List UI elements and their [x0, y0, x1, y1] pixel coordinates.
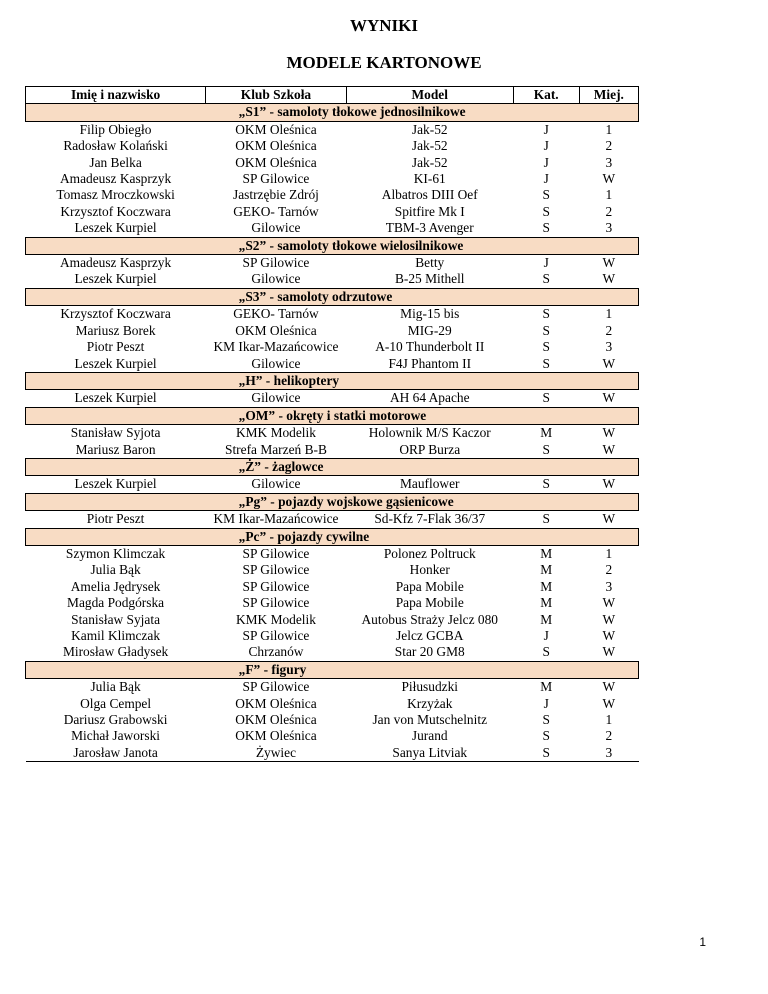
- club-school-cell: KMK Modelik: [235, 611, 316, 627]
- section-spacer: [26, 458, 206, 475]
- category-cell: J: [543, 695, 549, 711]
- place-cell: 3: [605, 154, 613, 170]
- club-school-cell: OKM Oleśnica: [235, 728, 317, 744]
- section-spacer: [26, 104, 206, 121]
- model-name-cell: Star 20 GM8: [394, 644, 465, 660]
- category-cell: M: [540, 562, 553, 578]
- category-cell: S: [542, 511, 550, 527]
- model-name-cell: Autobus Straży Jelcz 080: [361, 611, 498, 627]
- category-cell: S: [542, 728, 550, 744]
- model-name-cell: Jelcz GCBA: [396, 628, 464, 643]
- category-cell: J: [543, 154, 549, 170]
- place-cell: 1: [605, 306, 613, 322]
- category-cell: M: [540, 611, 553, 627]
- participant-name-cell: Stanisław Syjota: [70, 425, 161, 441]
- table-row: [26, 339, 639, 355]
- model-name-cell: Albatros DIII Oef: [381, 187, 478, 203]
- club-school-cell: Jastrzębie Zdrój: [233, 187, 319, 203]
- model-name-cell: Krzyżak: [407, 695, 453, 711]
- participant-name-cell: Michał Jaworski: [71, 728, 161, 744]
- header-model: Model: [346, 87, 513, 104]
- table-row: [26, 511, 639, 528]
- category-cell: M: [540, 545, 553, 561]
- section-title: „Ż” - żaglowce: [206, 458, 639, 475]
- model-name-cell: Betty: [415, 255, 445, 271]
- section-title: „Pg” - pojazdy wojskowe gąsienicowe: [206, 493, 639, 510]
- table-header-row: [26, 87, 639, 104]
- document-subtitle: MODELE KARTONOWE: [286, 53, 482, 72]
- section-header-row: [26, 458, 639, 475]
- table-row: [26, 306, 639, 323]
- table-row: [26, 220, 639, 237]
- club-school-cell: OKM Oleśnica: [235, 154, 317, 170]
- club-school-cell: SP Gilowice: [242, 679, 310, 695]
- model-name-cell: Spitfire Mk I: [394, 203, 465, 219]
- participant-name-cell: Szymon Klimczak: [65, 545, 166, 561]
- participant-name-cell: Julia Bąk: [90, 679, 141, 695]
- participant-name-cell: Piotr Peszt: [86, 511, 145, 527]
- section-header-row: [26, 493, 639, 510]
- participant-name-cell: Jan Belka: [89, 154, 142, 170]
- header-category: Kat.: [513, 87, 579, 104]
- club-school-cell: SP Gilowice: [242, 255, 310, 271]
- category-cell: S: [542, 390, 550, 406]
- club-school-cell: SP Gilowice: [242, 545, 310, 561]
- category-cell: S: [542, 355, 550, 371]
- participant-name-cell: Leszek Kurpiel: [74, 476, 157, 492]
- table-row: [26, 255, 639, 272]
- results-table: [25, 86, 639, 762]
- place-cell: W: [602, 595, 616, 611]
- model-name-cell: KI-61: [413, 171, 446, 187]
- participant-name-cell: Leszek Kurpiel: [74, 220, 157, 236]
- model-name-cell: Honker: [409, 562, 450, 578]
- section-title: „Pc” - pojazdy cywilne: [206, 528, 639, 545]
- participant-name-cell: Julia Bąk: [90, 562, 141, 578]
- category-cell: S: [542, 271, 550, 287]
- model-name-cell: B-25 Mithell: [394, 271, 465, 287]
- section-spacer: [26, 661, 206, 678]
- participant-name-cell: Radosław Kolański: [63, 138, 168, 154]
- model-name-cell: Mig-15 bis: [400, 306, 460, 322]
- model-name-cell: Jan von Mutschelnitz: [372, 712, 488, 728]
- section-header-row: [26, 528, 639, 545]
- club-school-cell: GEKO- Tarnów: [233, 203, 319, 219]
- place-cell: 2: [605, 138, 613, 154]
- place-cell: 2: [605, 203, 613, 219]
- place-cell: W: [602, 644, 616, 660]
- table-row: [26, 562, 639, 578]
- club-school-cell: Gilowice: [251, 355, 301, 371]
- club-school-cell: KM Ikar-Mazańcowice: [213, 339, 339, 355]
- table-row: [26, 745, 639, 762]
- model-name-cell: Papa Mobile: [395, 595, 464, 611]
- table-row: [26, 728, 639, 744]
- category-cell: M: [540, 679, 553, 695]
- place-cell: 1: [605, 187, 613, 203]
- table-row: [26, 628, 639, 644]
- participant-name-cell: Olga Cempel: [80, 695, 152, 711]
- table-row: [26, 545, 639, 562]
- place-cell: W: [602, 511, 616, 527]
- place-cell: 1: [605, 712, 613, 728]
- participant-name-cell: Kamil Klimczak: [71, 628, 161, 643]
- table-row: [26, 121, 639, 138]
- place-cell: 3: [605, 339, 613, 355]
- participant-name-cell: Dariusz Grabowski: [63, 712, 168, 728]
- section-header-row: [26, 104, 639, 121]
- participant-name-cell: Tomasz Mroczkowski: [56, 187, 175, 203]
- participant-name-cell: Leszek Kurpiel: [74, 355, 157, 371]
- category-cell: S: [542, 339, 550, 355]
- category-cell: S: [542, 203, 550, 219]
- category-cell: J: [543, 628, 549, 643]
- model-name-cell: Holownik M/S Kaczor: [368, 425, 491, 441]
- participant-name-cell: Krzysztof Koczwara: [60, 306, 171, 322]
- table-row: [26, 696, 639, 712]
- participant-name-cell: Krzysztof Koczwara: [60, 203, 171, 219]
- model-name-cell: Sanya Litviak: [346, 745, 513, 762]
- model-name-cell: MIG-29: [407, 322, 452, 338]
- table-row: [26, 476, 639, 493]
- table-row: [26, 204, 639, 220]
- model-name-cell: Jak-52: [411, 121, 448, 137]
- place-cell: 3: [579, 745, 638, 762]
- place-cell: W: [602, 679, 616, 695]
- document-title: WYNIKI: [349, 16, 418, 35]
- category-cell: J: [543, 138, 549, 154]
- section-title: „OM” - okręty i statki motorowe: [206, 407, 639, 424]
- model-name-cell: Jurand: [411, 728, 448, 744]
- club-school-cell: Gilowice: [251, 476, 301, 492]
- participant-name-cell: Amelia Jędrysek: [70, 578, 161, 594]
- table-row: [26, 579, 639, 595]
- category-cell: J: [543, 171, 549, 187]
- club-school-cell: Gilowice: [251, 271, 301, 287]
- results-body: [26, 104, 639, 762]
- section-spacer: [26, 407, 206, 424]
- section-title: „S3” - samoloty odrzutowe: [206, 288, 639, 305]
- category-cell: S: [542, 220, 550, 236]
- place-cell: 2: [605, 562, 613, 578]
- participant-name-cell: Leszek Kurpiel: [74, 390, 157, 406]
- participant-name-cell: Magda Podgórska: [67, 595, 165, 611]
- category-cell: M: [540, 425, 553, 441]
- category-cell: S: [513, 745, 579, 762]
- header-place: Miej.: [579, 87, 638, 104]
- model-name-cell: Papa Mobile: [395, 578, 464, 594]
- category-cell: J: [543, 255, 549, 271]
- category-cell: M: [540, 578, 553, 594]
- club-school-cell: KMK Modelik: [235, 425, 316, 441]
- participant-name-cell: Piotr Peszt: [86, 339, 145, 355]
- category-cell: J: [543, 121, 549, 137]
- category-cell: M: [540, 595, 553, 611]
- table-row: [26, 323, 639, 339]
- club-school-cell: SP Gilowice: [242, 628, 310, 643]
- table-row: [26, 712, 639, 728]
- club-school-cell: Gilowice: [251, 390, 301, 406]
- place-cell: 1: [605, 121, 613, 137]
- model-name-cell: Sd-Kfz 7-Flak 36/37: [374, 511, 486, 527]
- category-cell: S: [542, 712, 550, 728]
- section-header-row: [26, 288, 639, 305]
- place-cell: W: [602, 255, 616, 271]
- section-spacer: [26, 372, 206, 389]
- club-school-cell: Strefa Marzeń B-B: [225, 441, 327, 457]
- model-name-cell: Jak-52: [411, 138, 448, 154]
- section-title: „F” - figury: [206, 661, 639, 678]
- category-cell: S: [542, 322, 550, 338]
- place-cell: W: [602, 390, 616, 406]
- club-school-cell: OKM Oleśnica: [235, 712, 317, 728]
- participant-name-cell: Mariusz Baron: [75, 441, 156, 457]
- table-row: [26, 138, 639, 154]
- section-title: „S2” - samoloty tłokowe wielosilnikowe: [206, 237, 639, 254]
- category-cell: S: [542, 306, 550, 322]
- table-row: [26, 356, 639, 373]
- table-row: [26, 425, 639, 442]
- section-header-row: [26, 407, 639, 424]
- participant-name-cell: Leszek Kurpiel: [74, 271, 157, 287]
- club-school-cell: SP Gilowice: [242, 171, 310, 187]
- category-cell: S: [542, 476, 550, 492]
- table-row: [26, 271, 639, 288]
- place-cell: W: [602, 425, 616, 441]
- section-spacer: [26, 237, 206, 254]
- model-name-cell: AH 64 Apache: [389, 390, 470, 406]
- place-cell: 2: [605, 322, 613, 338]
- participant-name-cell: Mariusz Borek: [75, 322, 156, 338]
- participant-name-cell: Amadeusz Kasprzyk: [59, 255, 172, 271]
- section-title: „S1” - samoloty tłokowe jednosilnikowe: [206, 104, 639, 121]
- category-cell: S: [542, 441, 550, 457]
- club-school-cell: Chrzanów: [248, 644, 304, 660]
- place-cell: W: [602, 355, 616, 371]
- place-cell: W: [602, 171, 616, 187]
- place-cell: 1: [605, 545, 613, 561]
- club-school-cell: OKM Oleśnica: [235, 322, 317, 338]
- club-school-cell: SP Gilowice: [242, 595, 310, 611]
- place-cell: 3: [605, 578, 613, 594]
- club-school-cell: GEKO- Tarnów: [233, 306, 319, 322]
- club-school-cell: OKM Oleśnica: [235, 695, 317, 711]
- club-school-cell: OKM Oleśnica: [235, 121, 317, 137]
- club-school-cell: Gilowice: [251, 220, 301, 236]
- participant-name-cell: Amadeusz Kasprzyk: [59, 171, 172, 187]
- table-row: [26, 171, 639, 187]
- section-spacer: [26, 493, 206, 510]
- model-name-cell: Polonez Poltruck: [383, 545, 476, 561]
- section-header-row: [26, 661, 639, 678]
- category-cell: S: [542, 187, 550, 203]
- table-row: [26, 679, 639, 696]
- section-spacer: [26, 288, 206, 305]
- place-cell: W: [602, 441, 616, 457]
- section-header-row: [26, 237, 639, 254]
- club-school-cell: SP Gilowice: [242, 578, 310, 594]
- place-cell: W: [602, 628, 616, 643]
- participant-name-cell: Jarosław Janota: [26, 745, 206, 762]
- table-row: [26, 612, 639, 628]
- place-cell: 2: [605, 728, 613, 744]
- model-name-cell: F4J Phantom II: [388, 355, 472, 371]
- model-name-cell: A-10 Thunderbolt II: [375, 339, 485, 355]
- club-school-cell: Żywiec: [206, 745, 347, 762]
- header-name: Imię i nazwisko: [26, 87, 206, 104]
- header-club: Klub Szkoła: [206, 87, 347, 104]
- model-name-cell: ORP Burza: [399, 441, 461, 457]
- table-row: [26, 155, 639, 171]
- model-name-cell: Piłusudzki: [401, 679, 459, 695]
- model-name-cell: TBM-3 Avenger: [385, 220, 474, 236]
- section-spacer: [26, 528, 206, 545]
- club-school-cell: KM Ikar-Mazańcowice: [213, 511, 339, 527]
- place-cell: 3: [605, 220, 613, 236]
- model-name-cell: Jak-52: [411, 154, 448, 170]
- table-row: [26, 644, 639, 661]
- club-school-cell: SP Gilowice: [242, 562, 310, 578]
- place-cell: W: [602, 271, 616, 287]
- participant-name-cell: Filip Obiegło: [79, 121, 152, 137]
- table-row: [26, 390, 639, 407]
- place-cell: W: [602, 611, 616, 627]
- table-row: [26, 595, 639, 611]
- place-cell: W: [602, 476, 616, 492]
- participant-name-cell: Mirosław Gładysek: [62, 644, 169, 660]
- section-title: „H” - helikoptery: [206, 372, 639, 389]
- club-school-cell: OKM Oleśnica: [235, 138, 317, 154]
- page-number: 1: [699, 935, 706, 949]
- table-row: [26, 442, 639, 459]
- category-cell: S: [542, 644, 550, 660]
- participant-name-cell: Stanisław Syjata: [71, 611, 161, 627]
- section-header-row: [26, 372, 639, 389]
- place-cell: W: [602, 695, 616, 711]
- table-row: [26, 187, 639, 203]
- model-name-cell: Mauflower: [400, 476, 460, 492]
